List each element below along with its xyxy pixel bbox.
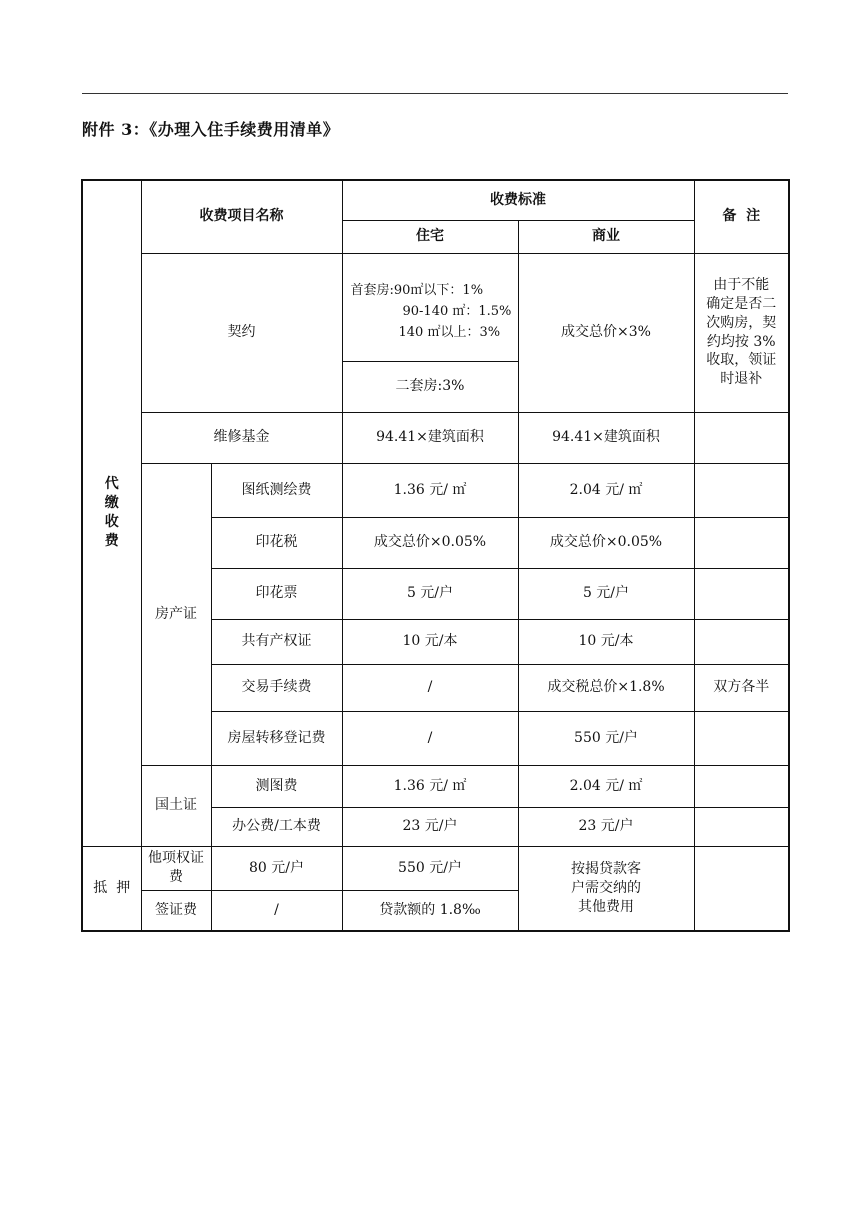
- fee-commercial: 2.04 元/ ㎡: [518, 765, 694, 807]
- fee-commercial: 5 元/户: [518, 568, 694, 619]
- header-commercial: 商业: [518, 220, 694, 253]
- fee-table: [81, 179, 790, 932]
- fee-item: 共有产权证: [211, 619, 342, 664]
- property-cert-group: 房产证: [141, 463, 211, 765]
- fee-residential: /: [342, 664, 518, 711]
- fee-residential: 1.36 元/ ㎡: [342, 463, 518, 517]
- mortgage-group: 抵 押: [82, 846, 141, 931]
- fee-remarks: [694, 711, 789, 765]
- contract-first-home-line: 首套房:90㎡以下：1%: [350, 282, 484, 298]
- header-rule: [82, 93, 788, 94]
- fee-residential: /: [342, 711, 518, 765]
- fee-commercial: 2.04 元/ ㎡: [518, 463, 694, 517]
- mortgage-remarks-line: 按揭贷款客: [571, 860, 641, 877]
- contract-first-home-line: 140 ㎡以上：3%: [398, 324, 501, 340]
- fee-commercial: 23 元/户: [518, 807, 694, 846]
- side-label-char: 缴: [104, 495, 119, 512]
- page-title: 附件 3：《办理入住手续费用清单》: [82, 120, 340, 139]
- maintenance-residential: 94.41×建筑面积: [342, 412, 518, 463]
- maintenance-remarks: [694, 412, 789, 463]
- header-residential: 住宅: [342, 220, 518, 253]
- fee-item: 交易手续费: [211, 664, 342, 711]
- fee-item: 房屋转移登记费: [211, 711, 342, 765]
- mortgage-remarks-line: 其他费用: [578, 898, 634, 915]
- fee-remarks: [694, 568, 789, 619]
- fee-item: 印花票: [211, 568, 342, 619]
- fee-residential: 80 元/户: [211, 846, 342, 890]
- fee-item: 印花税: [211, 517, 342, 568]
- contract-remarks: [694, 253, 789, 412]
- land-cert-group: 国土证: [141, 765, 211, 846]
- header-remarks: 备 注: [694, 180, 789, 253]
- fee-remarks: [694, 619, 789, 664]
- fee-residential: 10 元/本: [342, 619, 518, 664]
- fee-item: 图纸测绘费: [211, 463, 342, 517]
- header-standard: 收费标准: [342, 180, 694, 220]
- fee-commercial: 成交总价×0.05%: [518, 517, 694, 568]
- fee-residential: 5 元/户: [342, 568, 518, 619]
- contract-remarks-line: 次购房，契: [706, 314, 777, 331]
- fee-item: 签证费: [141, 890, 211, 931]
- fee-commercial: 贷款额的 1.8‰: [342, 890, 518, 931]
- contract-remarks-line: 确定是否二: [706, 295, 777, 312]
- contract-remarks-line: 由于不能: [713, 276, 770, 293]
- mortgage-remarks-line: 户需交纳的: [571, 879, 641, 896]
- fee-commercial: 550 元/户: [518, 711, 694, 765]
- side-label-char: 收: [104, 514, 119, 531]
- fee-residential: 成交总价×0.05%: [342, 517, 518, 568]
- fee-commercial: 成交税总价×1.8%: [518, 664, 694, 711]
- header-item-name: 收费项目名称: [141, 180, 342, 253]
- contract-remarks-line: 收取，领证: [706, 352, 777, 369]
- fee-remarks: [694, 517, 789, 568]
- side-label-char: 费: [104, 533, 119, 550]
- contract-label: 契约: [141, 253, 342, 412]
- contract-first-home: [342, 253, 518, 361]
- fee-residential: 23 元/户: [342, 807, 518, 846]
- contract-commercial: 成交总价×3%: [518, 253, 694, 412]
- fee-remarks: [694, 765, 789, 807]
- fee-commercial: 550 元/户: [342, 846, 518, 890]
- maintenance-label: 维修基金: [141, 412, 342, 463]
- fee-remarks: [694, 463, 789, 517]
- fee-remarks: 双方各半: [694, 664, 789, 711]
- side-label-cell: [82, 180, 141, 846]
- fee-item: 办公费/工本费: [211, 807, 342, 846]
- mortgage-remarks: [518, 846, 694, 931]
- fee-item: 他项权证费: [141, 846, 211, 890]
- contract-second-home: 二套房:3%: [342, 361, 518, 412]
- fee-residential: /: [211, 890, 342, 931]
- side-label-char: 代: [104, 476, 119, 493]
- maintenance-commercial: 94.41×建筑面积: [518, 412, 694, 463]
- fee-commercial: 10 元/本: [518, 619, 694, 664]
- fee-item: 测图费: [211, 765, 342, 807]
- contract-first-home-line: 90-140 ㎡：1.5%: [402, 303, 512, 319]
- contract-remarks-line: 约均按 3%: [706, 333, 776, 350]
- fee-remarks: [694, 807, 789, 846]
- contract-remarks-line: 时退补: [720, 371, 763, 388]
- fee-residential: 1.36 元/ ㎡: [342, 765, 518, 807]
